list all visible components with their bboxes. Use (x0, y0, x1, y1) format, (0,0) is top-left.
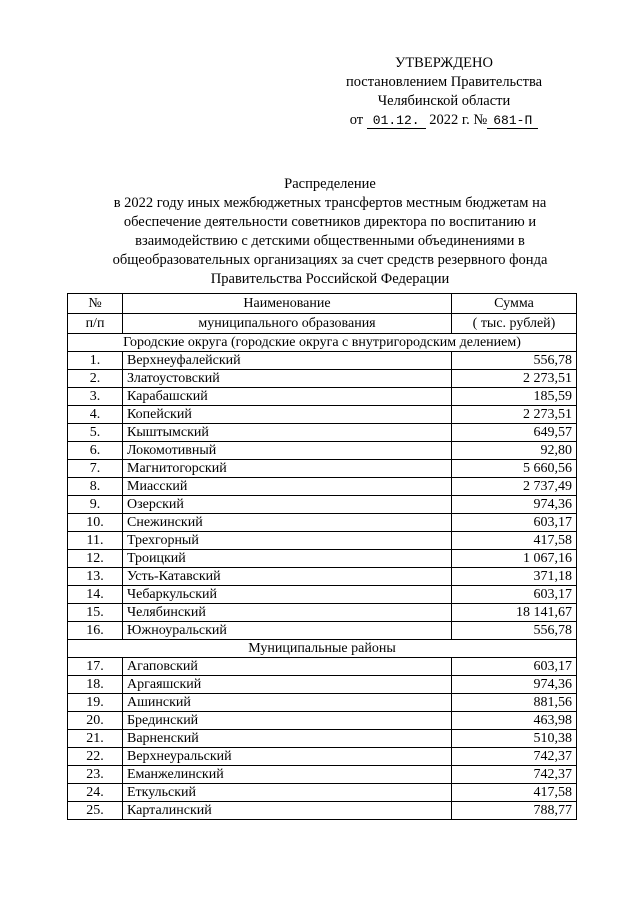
row-number: 13. (68, 568, 123, 586)
approval-block (314, 54, 574, 130)
municipality-name: Кыштымский (123, 424, 452, 442)
from-label: от (349, 112, 364, 128)
amount: 185,59 (452, 388, 577, 406)
table-row (68, 568, 577, 586)
title-line: Правительства Российской Федерации (210, 271, 450, 287)
approval-date-line (314, 111, 574, 130)
amount: 2 737,49 (452, 478, 577, 496)
header-sum-sub: ( тыс. рублей) (452, 314, 577, 334)
table-row (68, 370, 577, 388)
municipality-name: Еткульский (123, 784, 452, 802)
document-title (70, 175, 590, 289)
table-row (68, 784, 577, 802)
table-row (68, 550, 577, 568)
table-row (68, 514, 577, 532)
table-row (68, 748, 577, 766)
header-name: Наименование (123, 294, 452, 314)
table-header-row (68, 294, 577, 314)
amount: 463,98 (452, 712, 577, 730)
row-number: 1. (68, 352, 123, 370)
municipality-name: Миасский (123, 478, 452, 496)
row-number: 20. (68, 712, 123, 730)
table-row (68, 406, 577, 424)
table-row (68, 460, 577, 478)
approval-heading: УТВЕРЖДЕНО (395, 55, 493, 71)
row-number: 9. (68, 496, 123, 514)
municipality-name: Верхнеуральский (123, 748, 452, 766)
table-row (68, 352, 577, 370)
approval-region-line: Челябинской области (377, 93, 511, 109)
table-row (68, 604, 577, 622)
amount: 742,37 (452, 766, 577, 784)
municipality-name: Усть-Катавский (123, 568, 452, 586)
municipality-name: Еманжелинский (123, 766, 452, 784)
row-number: 4. (68, 406, 123, 424)
row-number: 8. (68, 478, 123, 496)
row-number: 5. (68, 424, 123, 442)
amount: 510,38 (452, 730, 577, 748)
table-row (68, 694, 577, 712)
table-row (68, 622, 577, 640)
amount: 881,56 (452, 694, 577, 712)
table-row (68, 496, 577, 514)
amount: 649,57 (452, 424, 577, 442)
table-row (68, 766, 577, 784)
amount: 742,37 (452, 748, 577, 766)
row-number: 23. (68, 766, 123, 784)
row-number: 11. (68, 532, 123, 550)
amount: 92,80 (452, 442, 577, 460)
table-row (68, 478, 577, 496)
amount: 603,17 (452, 514, 577, 532)
row-number: 22. (68, 748, 123, 766)
approval-decree-line: постановлением Правительства (345, 74, 543, 90)
municipality-name: Трехгорный (123, 532, 452, 550)
row-number: 19. (68, 694, 123, 712)
municipality-name: Варненский (123, 730, 452, 748)
municipality-name: Аргаяшский (123, 676, 452, 694)
amount: 2 273,51 (452, 406, 577, 424)
section-title: Муниципальные районы (68, 640, 577, 658)
table-row (68, 802, 577, 820)
municipality-name: Магнитогорский (123, 460, 452, 478)
municipality-name: Верхнеуфалейский (123, 352, 452, 370)
year-label: 2022 г. № (429, 112, 488, 128)
municipality-name: Локомотивный (123, 442, 452, 460)
header-num: № (68, 294, 123, 314)
row-number: 7. (68, 460, 123, 478)
amount: 556,78 (452, 622, 577, 640)
decree-number: 681-П (487, 113, 538, 129)
municipality-name: Южноуральский (123, 622, 452, 640)
amount: 2 273,51 (452, 370, 577, 388)
amount: 603,17 (452, 658, 577, 676)
municipality-name: Ашинский (123, 694, 452, 712)
row-number: 10. (68, 514, 123, 532)
row-number: 14. (68, 586, 123, 604)
row-number: 3. (68, 388, 123, 406)
title-line: взаимодействию с детскими общественными объединениями в (135, 233, 525, 249)
municipality-name: Карталинский (123, 802, 452, 820)
municipality-name: Озерский (123, 496, 452, 514)
row-number: 16. (68, 622, 123, 640)
row-number: 15. (68, 604, 123, 622)
row-number: 12. (68, 550, 123, 568)
table-row (68, 676, 577, 694)
municipality-name: Снежинский (123, 514, 452, 532)
section-title: Городские округа (городские округа с внутригородским делением) (68, 334, 577, 352)
header-name-sub: муниципального образования (123, 314, 452, 334)
title-line: обеспечение деятельности советников директора по воспитанию и (123, 214, 537, 230)
municipality-name: Карабашский (123, 388, 452, 406)
municipality-name: Агаповский (123, 658, 452, 676)
amount: 417,58 (452, 532, 577, 550)
amount: 5 660,56 (452, 460, 577, 478)
amount: 974,36 (452, 496, 577, 514)
municipality-name: Брединский (123, 712, 452, 730)
title-line: Распределение (284, 176, 376, 192)
title-line: общеобразовательных организациях за счет средств резервного фонда (112, 252, 548, 268)
amount: 18 141,67 (452, 604, 577, 622)
amount: 603,17 (452, 586, 577, 604)
amount: 1 067,16 (452, 550, 577, 568)
table-body (68, 334, 577, 820)
municipality-name: Троицкий (123, 550, 452, 568)
row-number: 24. (68, 784, 123, 802)
table-row (68, 658, 577, 676)
row-number: 6. (68, 442, 123, 460)
row-number: 21. (68, 730, 123, 748)
amount: 788,77 (452, 802, 577, 820)
amount: 371,18 (452, 568, 577, 586)
title-line: в 2022 году иных межбюджетных трансфертов местным бюджетам на (113, 195, 547, 211)
table-section-row (68, 334, 577, 352)
amount: 974,36 (452, 676, 577, 694)
municipality-name: Златоустовский (123, 370, 452, 388)
row-number: 2. (68, 370, 123, 388)
row-number: 18. (68, 676, 123, 694)
table-row (68, 442, 577, 460)
amount: 417,58 (452, 784, 577, 802)
table-header-row (68, 314, 577, 334)
row-number: 17. (68, 658, 123, 676)
distribution-table (67, 293, 577, 820)
municipality-name: Челябинский (123, 604, 452, 622)
table-row (68, 532, 577, 550)
municipality-name: Чебаркульский (123, 586, 452, 604)
header-num-sub: п/п (68, 314, 123, 334)
table-row (68, 388, 577, 406)
table-section-row (68, 640, 577, 658)
municipality-name: Копейский (123, 406, 452, 424)
decree-date: 01.12. (367, 113, 426, 129)
table-row (68, 730, 577, 748)
header-sum: Сумма (452, 294, 577, 314)
table-row (68, 712, 577, 730)
table-row (68, 424, 577, 442)
row-number: 25. (68, 802, 123, 820)
table-row (68, 586, 577, 604)
amount: 556,78 (452, 352, 577, 370)
